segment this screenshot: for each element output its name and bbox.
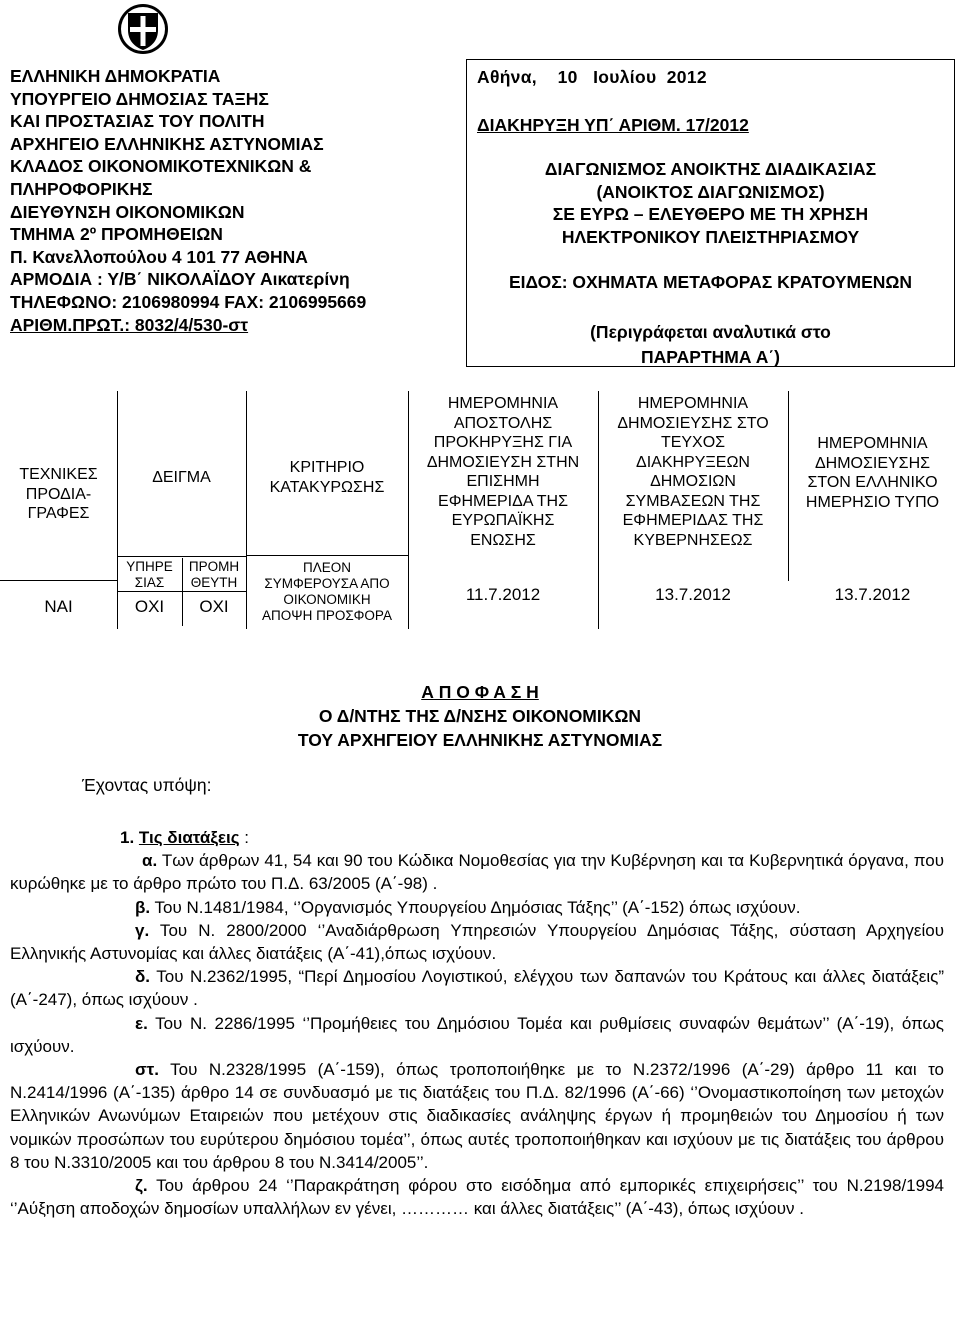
value-text: ΟΙΚΟΝΟΜΙΚΗ [283,592,371,607]
header-text: ΗΜΕΡΗΣΙΟ ΤΥΠΟ [805,493,940,511]
header-press-date [788,434,957,512]
clause-z [10,1174,944,1220]
header-text: ΚΡΙΤΗΡΙΟ [289,459,365,476]
value-press-date: 13.7.2012 [834,585,911,604]
header-text: ΠΡΟΔΙΑ- [25,485,92,503]
header-text: ΕΠΙΣΗΜΗ [466,473,540,490]
header-line: ΚΑΙ ΠΡΟΣΤΑΣΙΑΣ ΤΟΥ ΠΟΛΙΤΗ [10,111,265,132]
document-date: Αθήνα, 10 Ιουλίου 2012 [477,67,707,87]
header-line: ΑΡΧΗΓΕΙΟ ΕΛΛΗΝΙΚΗΣ ΑΣΤΥΝΟΜΙΑΣ [10,133,324,154]
header-sample: ΔΕΙΓΜΑ [152,469,211,486]
header-award-criterion [246,458,408,497]
header-text: ΕΥΡΩΠΑΪΚΗΣ [451,512,555,529]
item-1-heading [10,826,944,849]
table-divider [117,556,246,557]
header-text: ΑΠΟΣΤΟΛΗΣ [453,414,553,432]
header-sample-supplier [182,559,246,591]
item-kind: ΕΙΔΟΣ: ΟΧΗΜΑΤΑ ΜΕΤΑΦΟΡΑΣ ΚΡΑΤΟΥΜΕΝΩΝ [508,272,913,292]
header-line: ΑΡΜΟΔΙΑ : Υ/Β΄ ΝΙΚΟΛΑΪΔΟΥ Αικατερίνη [10,269,350,290]
header-line: ΤΜΗΜΑ 2º ΠΡΟΜΗΘΕΙΩΝ [10,224,223,245]
header-text: ΔΗΜΟΣΙΕΥΣΗΣ ΣΤΟ [617,414,769,432]
header-text: ΘΕΥΤΗ [190,575,238,590]
description-line: ΠΑΡΑΡΤΗΜΑ Α΄) [640,347,780,367]
value-text: ΣΥΜΦΕΡΟΥΣΑ ΑΠΟ [264,576,390,591]
clause-label: β. [135,897,151,917]
decision-heading [0,680,960,752]
item-colon: : [239,828,249,847]
clause-label: ε. [135,1013,148,1033]
clause-label: ζ. [135,1176,148,1196]
clause-label: στ. [135,1060,159,1080]
header-text: ΣΤΟΝ ΕΛΛΗΝΙΚΟ [807,474,938,491]
decision-authority-org: ΤΟΥ ΑΡΧΗΓΕΙΟΥ ΕΛΛΗΝΙΚΗΣ ΑΣΤΥΝΟΜΙΑΣ [297,730,663,750]
header-text: ΥΠΗΡΕ [126,559,173,574]
clause-label: α. [142,851,158,871]
tender-title-line: ΗΛΕΚΤΡΟΝΙΚΟΥ ΠΛΕΙΣΤΗΡΙΑΣΜΟΥ [561,226,860,247]
header-sample-service [117,559,182,591]
tender-info-table [0,391,957,629]
clause-label: δ. [135,967,151,987]
protocol-number: ΑΡΙΘΜ.ΠΡΩΤ.: 8032/4/530-στ [10,314,249,335]
declaration-number: ΔΙΑΚΗΡΥΞΗ ΥΠ΄ ΑΡΙΘΜ. 17/2012 [477,115,749,135]
header-eu-journal-date [408,394,598,550]
clause-text: Του Ν.1481/1984, ‘’Οργανισμός Υπουργείου Δημόσιας Τάξης’’ (Α΄-152) όπως ισχύουν. [150,897,801,917]
header-text: ΗΜΕΡΟΜΗΝΙΑ [817,435,928,452]
tender-title-line: ΔΙΑΓΩΝΙΣΜΟΣ ΑΝΟΙΚΤΗΣ ΔΙΑΔΙΚΑΣΙΑΣ [544,159,877,179]
item-title: Τις διατάξεις [138,828,240,847]
description-line: (Περιγράφεται αναλυτικά στο [590,322,831,342]
tender-title-line: ΣΕ ΕΥΡΩ – ΕΛΕΥΘΕΡΟ ΜΕ ΤΗ ΧΡΗΣΗ [552,204,869,224]
clause-text: Του Ν.2362/1995, “Περί Δημοσίου Λογιστικού, ελέγχου των δαπανών του Κράτους και άλλες διατάξεις” (Α΄-247), όπως ισχύουν . [10,967,944,1010]
header-text: ΚΑΤΑΚΥΡΩΣΗΣ [269,478,385,496]
value-sample-supplier: ΟΧΙ [199,597,229,616]
clause-b [10,896,944,919]
header-line: ΠΛΗΡΟΦΟΡΙΚΗΣ [10,178,153,199]
header-technical-specs [0,465,117,524]
greek-coat-of-arms-icon [117,3,169,55]
header-text: ΣΥΜΒΑΣΕΩΝ ΤΗΣ [625,492,761,510]
header-text: ΚΥΒΕΡΝΗΣΕΩΣ [633,531,753,549]
clause-e [10,1012,944,1058]
tender-title-line: (ΑΝΟΙΚΤΟΣ ΔΙΑΓΩΝΙΣΜΟΣ) [596,181,825,202]
considering-label: Έχοντας υπόψη: [82,775,212,795]
decision-title: Α Π Ο Φ Α Σ Η [421,682,539,702]
header-text: ΗΜΕΡΟΜΗΝΙΑ [637,395,749,412]
table-divider [0,580,117,581]
item-number: 1. [120,828,135,847]
decision-authority: Ο Δ/ΝΤΗΣ ΤΗΣ Δ/ΝΣΗΣ ΟΙΚΟΝΟΜΙΚΩΝ [318,706,642,726]
value-eu-journal-date: 11.7.2012 [465,585,541,604]
issuer-header [10,65,450,336]
clause-text: Του Ν. 2800/2000 ‘’Αναδιάρθρωση Υπηρεσιών Υπουργείου Δημόσιας Τάξης, σύσταση Αρχηγείου Ελληνικής Αστυνομίας και άλλες διατάξεις (Α΄-41),όπως ισχύουν. [10,920,944,964]
value-text: ΠΛΕΟΝ [302,560,352,575]
header-line: Π. Κανελλοπούλου 4 101 77 ΑΘΗΝΑ [10,246,308,267]
value-sample-service: ΟΧΙ [134,597,165,616]
header-line: ΚΛΑΔΟΣ ΟΙΚΟΝΟΜΙΚΟΤΕΧΝΙΚΩΝ & [10,156,312,177]
header-line: ΔΙΕΥΘΥΝΣΗ ΟΙΚΟΝΟΜΙΚΩΝ [10,201,245,222]
header-text: ΓΡΑΦΕΣ [27,505,90,522]
clause-text: Του Ν. 2286/1995 ‘’Προμήθειες του Δημόσιου Τομέα και ρυθμίσεις συναφών θεμάτων’’ (Α΄-19), όπως ισχύουν. [10,1013,944,1056]
header-gazette-date [598,394,788,550]
header-line: ΤΗΛΕΦΩΝΟ: 2106980994 FAX: 2106995669 [10,291,367,312]
header-text: ΣΙΑΣ [134,575,165,590]
clause-c [10,919,944,965]
value-technical-specs: ΝΑΙ [44,597,73,616]
tender-title [467,158,954,248]
clause-text: Του άρθρου 24 ‘’Παρακράτηση φόρου στο εισόδημα από εμπορικές επιχειρήσεις’’ του Ν.2198/1994 ‘’Αύξηση αποδοχών δημοσίων υπαλλήλων εν γένει, ………… και άλλες διατάξεις’’ (Α΄-43), όπως ισχύουν . [10,1176,944,1219]
declaration-box [466,59,955,367]
header-text: ΔΙΑΚΗΡΥΞΕΩΝ [636,453,750,471]
value-gazette-date: 13.7.2012 [655,585,731,604]
header-text: ΕΦΗΜΕΡΙΔΑΣ ΤΗΣ [622,512,764,529]
decision-body [10,826,944,1220]
clause-d [10,965,944,1011]
header-text: ΔΗΜΟΣΙΕΥΣΗ ΣΤΗΝ [426,453,580,471]
clause-label: γ. [135,920,150,940]
header-line: ΕΛΛΗΝΙΚΗ ΔΗΜΟΚΡΑΤΙΑ [10,66,221,86]
clause-a [10,849,944,895]
header-text: ΤΕΥΧΟΣ [660,434,726,451]
header-text: ΕΝΩΣΗΣ [470,531,536,549]
clause-text: Των άρθρων 41, 54 και 90 του Κώδικα Νομοθεσίας για την Κυβέρνηση και τα Κυβερνητικά όργανα, που κυρώθηκε με το άρθρο πρώτο του Π.Δ. 63/2005 (Α΄-98) . [10,851,944,894]
header-text: ΔΗΜΟΣΙΕΥΣΗΣ [814,454,931,472]
value-text: ΑΠΟΨΗ ΠΡΟΣΦΟΡΑ [262,608,392,623]
clause-text: Του Ν.2328/1995 (Α΄-159), όπως τροποποιήθηκε με το Ν.2372/1996 (Α΄-29) άρθρο 11 και το Ν.2414/1996 (Α΄-135) άρθρο 14 σε συνδυασμό με τις διατάξεις του Π.Δ. 82/1996 (Α΄-66) ‘’Ονομαστικοποίηση των μετοχών Ελληνικών Ανωνύμων Εταιρειών που μετέχουν στις διαδικασίες ανάληψης έργων ή προμηθειών του Δημοσίου ή των νομικών προσώπων του ευρύτερου δημόσιου τομέα’’, όπως αυτές τροποποιήθηκαν και ισχύουν με τις διατάξεις του άρθρου 8 του Ν.3310/2005 και του άρθρου 8 του Ν.3414/2005’’. [10,1060,944,1172]
header-text: ΠΡΟΜΗ [188,559,240,574]
header-text: ΔΗΜΟΣΙΩΝ [650,473,736,490]
clause-st [10,1058,944,1174]
header-text: ΕΦΗΜΕΡΙΔΑ ΤΗΣ [438,492,568,510]
header-text: ΠΡΟΚΗΡΥΞΗΣ ΓΙΑ [433,434,573,451]
header-text: ΗΜΕΡΟΜΗΝΙΑ [447,395,559,412]
header-line: ΥΠΟΥΡΓΕΙΟ ΔΗΜΟΣΙΑΣ ΤΑΞΗΣ [10,88,269,109]
description-note [467,320,954,370]
table-divider [246,555,408,556]
value-award-criterion [246,560,408,624]
table-divider [117,591,246,592]
table-divider [117,391,118,629]
header-text: ΤΕΧΝΙΚΕΣ [19,466,98,483]
